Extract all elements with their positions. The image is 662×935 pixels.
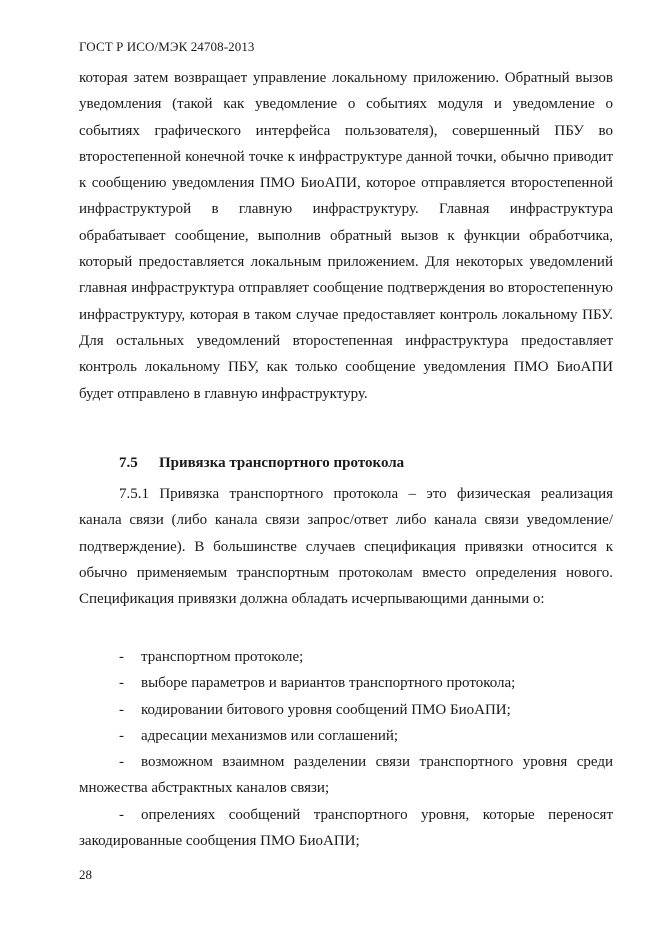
list-item-text: возможном взаимном разделении связи транспортного уровня среди множества абстрактных каналов связи; xyxy=(79,754,613,797)
list-item-text: кодировании битового уровня сообщений ПМО БиоАПИ; xyxy=(141,701,511,718)
list-item xyxy=(79,749,613,802)
intro-paragraph: которая затем возвращает управление локальному приложению. Обратный вызов уведомления (такой как уведомление о событиях модуля и уведомление о событиях графического интерфейса пользователя), совершенный ПБУ во второстепенной конечной точке к инфраструктуре данной точки, обычно приводит к сообщению уведомления ПМО БиоАПИ, которое отправляется второстепенной инфраструктурой в главную инфраструктуру. Главная инфраструктура обрабатывает сообщение, выполнив обратный вызов к функции обработчика, который предоставляется локальным приложением. Для некоторых уведомлений главная инфраструктура отправляет сообщение подтверждения во второстепенную инфраструктуру, которая в таком случае предоставляет контроль локальному ПБУ. Для остальных уведомлений второстепенная инфраструктура предоставляет контроль локальному ПБУ, как только сообщение уведомления ПМО БиоАПИ будет отправлено в главную инфраструктуру. xyxy=(79,70,613,402)
list-item-text: выборе параметров и вариантов транспортного протокола; xyxy=(141,675,516,692)
section-paragraph-block xyxy=(79,481,613,612)
list-marker: - xyxy=(119,675,124,692)
document-header: ГОСТ Р ИСО/МЭК 24708-2013 xyxy=(79,39,255,54)
list-item-text: адресации механизмов или соглашений; xyxy=(141,727,399,744)
list-item xyxy=(79,802,613,855)
section-number: 7.5 xyxy=(119,455,138,471)
list-item xyxy=(79,697,613,723)
section-heading xyxy=(119,450,404,476)
bullet-list xyxy=(79,644,613,854)
list-marker: - xyxy=(119,649,124,665)
list-marker: - xyxy=(119,806,124,823)
intro-paragraph-block xyxy=(79,65,613,407)
page-number: 28 xyxy=(79,867,92,882)
list-item-text: транспортном протоколе; xyxy=(141,649,304,665)
list-marker: - xyxy=(119,754,124,771)
list-item-text: опрелениях сообщений транспортного уровня, которые переносят закодированные сообщения ПМО БиоАПИ; xyxy=(79,806,613,850)
list-item xyxy=(79,723,613,749)
list-item xyxy=(79,644,613,670)
list-marker: - xyxy=(119,701,124,718)
section-paragraph: 7.5.1 Привязка транспортного протокола – это физическая реализация канала связи (либо канала связи запрос/ответ либо канала связи уведомление/подтверждение). В большинстве случаев спецификация привязки относится к обычно применяемым транспортным протоколам вместо определения нового. Спецификация привязки должна обладать исчерпывающими данными о: xyxy=(79,486,613,608)
section-title: Привязка транспортного протокола xyxy=(159,455,405,471)
list-item xyxy=(79,670,613,696)
list-marker: - xyxy=(119,727,124,744)
